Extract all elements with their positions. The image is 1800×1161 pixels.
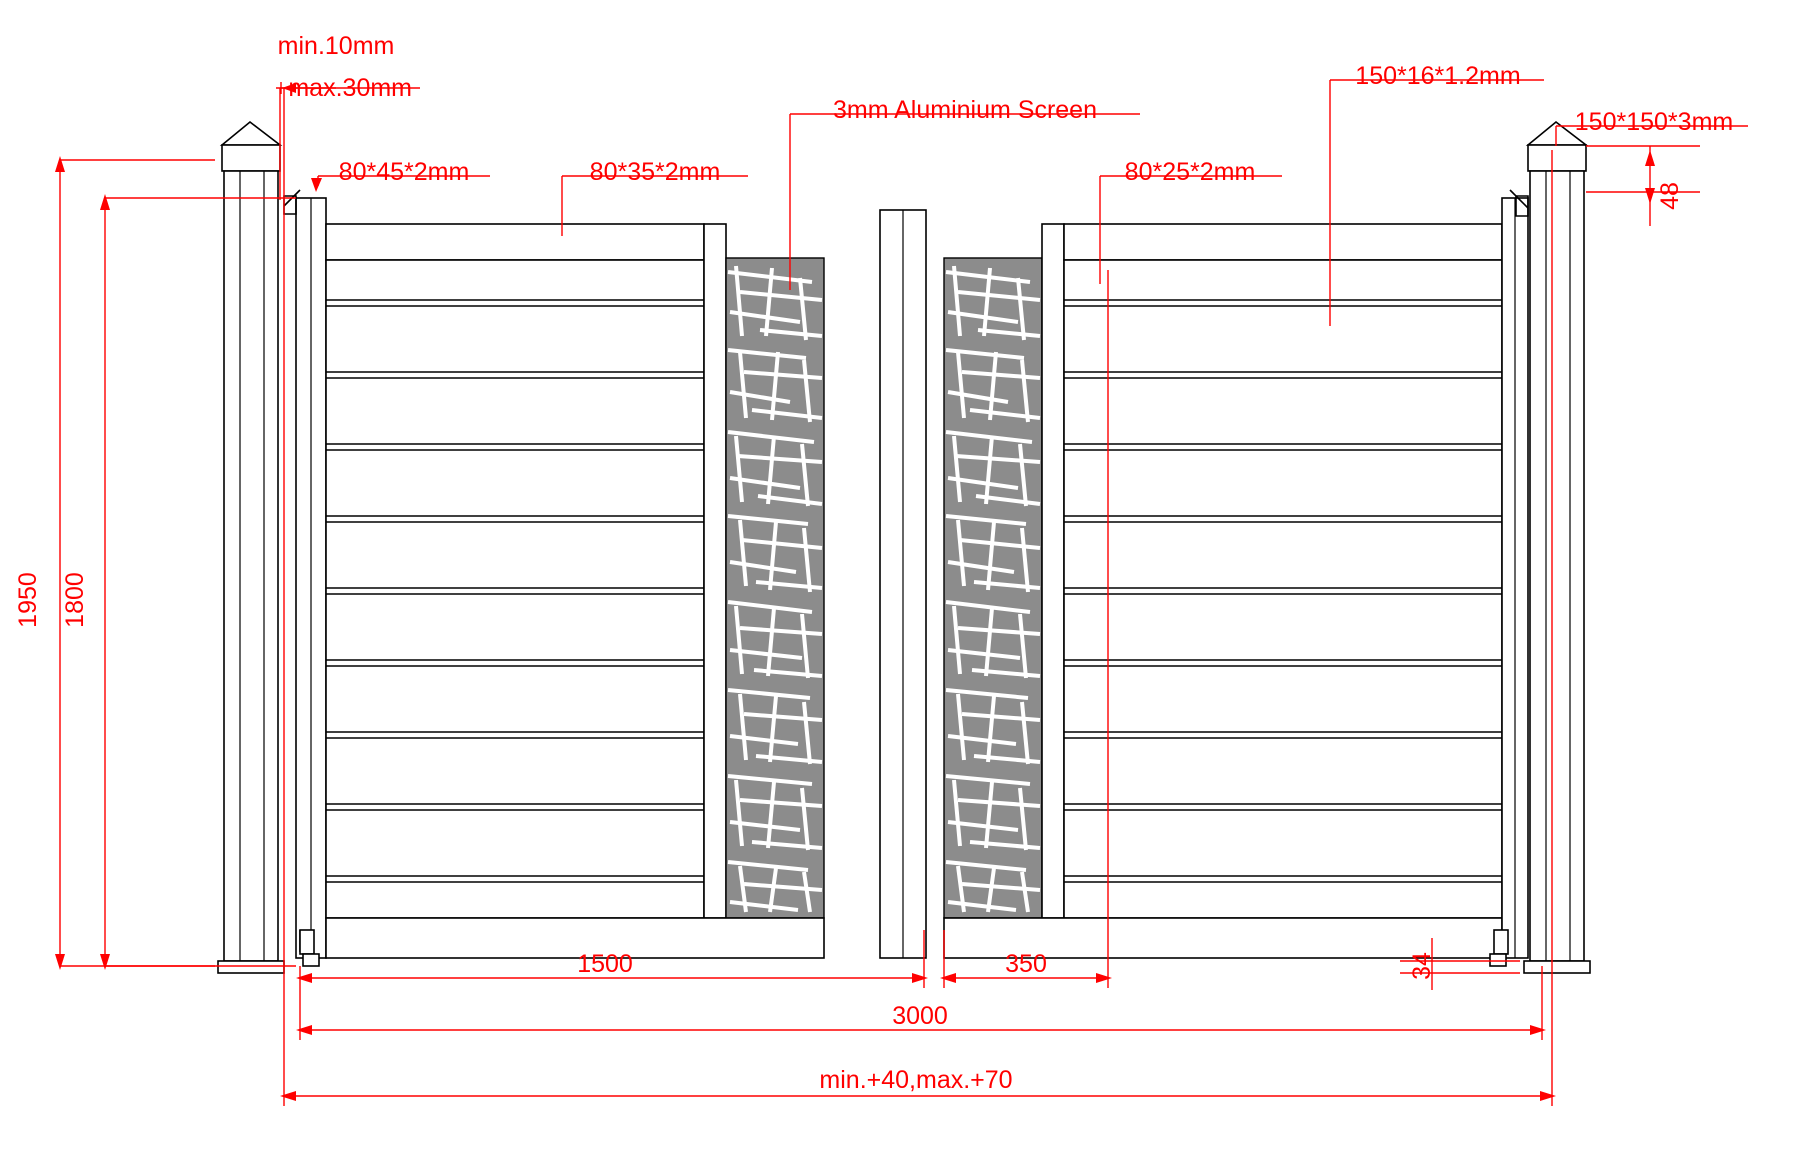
dim-1950-label: 1950 — [14, 572, 42, 628]
dim-48-label: 48 — [1656, 182, 1684, 210]
left-gate-leaf — [284, 190, 824, 966]
label-gap-min: min.10mm — [277, 32, 395, 60]
left-post — [218, 122, 284, 973]
leader-post-cap-profile — [311, 158, 490, 192]
label-post-profile: 150*150*3mm — [1574, 108, 1734, 136]
dim-34-label: 34 — [1408, 952, 1436, 980]
label-gap-max: max.30mm — [288, 74, 412, 102]
dim-1800-label: 1800 — [61, 572, 89, 628]
dim-1500-label: 1500 — [577, 950, 633, 978]
right-gate-leaf — [944, 190, 1528, 966]
dimension-overall-height — [14, 156, 215, 970]
dim-3000-label: 3000 — [892, 1002, 948, 1030]
dimension-48 — [1586, 146, 1700, 226]
right-post — [1524, 122, 1590, 973]
center-stile — [880, 210, 926, 958]
label-slat-profile: 80*25*2mm — [1124, 158, 1256, 186]
label-infill-profile: 150*16*1.2mm — [1355, 62, 1521, 90]
dim-350-label: 350 — [1005, 950, 1047, 978]
label-post-cap-profile: 80*45*2mm — [338, 158, 470, 186]
leader-post-profile — [1556, 108, 1748, 146]
label-screen-title: 3mm Aluminium Screen — [833, 96, 1097, 124]
dim-opening-note-label: min.+40,max.+70 — [819, 1066, 1013, 1094]
label-top-rail-profile: 80*35*2mm — [589, 158, 721, 186]
